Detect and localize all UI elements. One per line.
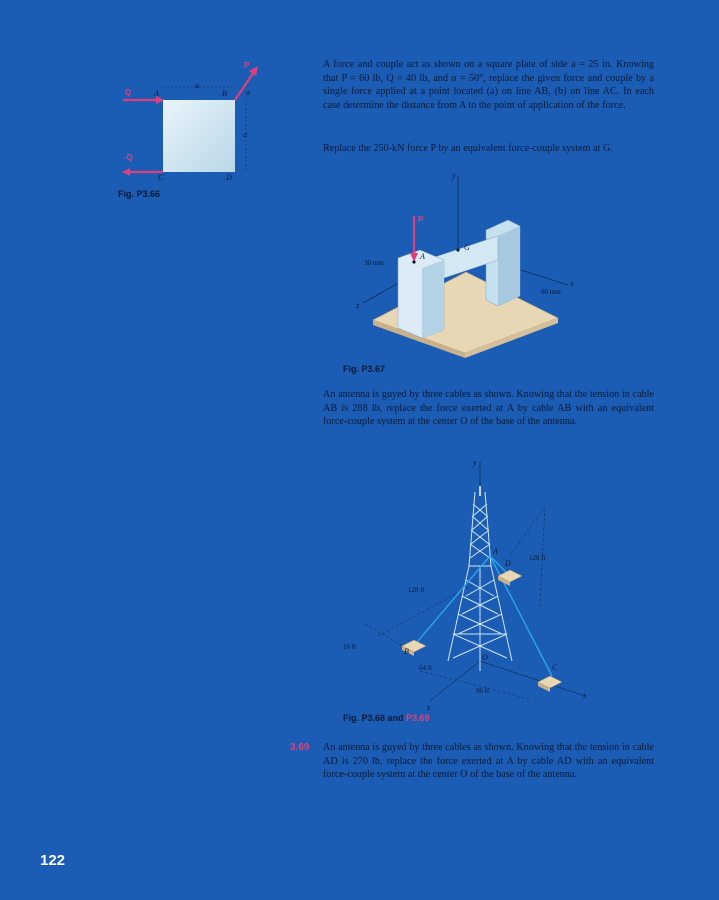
caption-fig-p3-66: Fig. P3.66 <box>118 189 161 199</box>
label-negq: -Q <box>124 153 133 162</box>
label-x-axis-68: x <box>583 691 587 700</box>
problem-text-3-68: An antenna is guyed by three cables as shown. Knowing that the tension in cable AB is 288 lb, replace the force exerted at A by cable AB with an equivalent force-couple system at the center O of the base of the antenna. <box>323 389 654 428</box>
label-q: Q <box>125 88 132 97</box>
label-p: P <box>244 61 250 70</box>
label-side-right: a <box>243 130 247 139</box>
problem-number-3-69: 3.69 <box>290 742 310 753</box>
label-d-point: D <box>226 173 232 182</box>
label-alpha: α <box>246 88 251 97</box>
label-128ft-horizontal: 128 ft <box>408 586 425 594</box>
label-b-point: B <box>222 89 227 98</box>
label-z-axis-68: z <box>427 703 431 712</box>
label-60mm: 60 mm <box>541 288 561 296</box>
problem-text-3-66: A force and couple act as shown on a square plate of side a = 25 in. Knowing that P = 60 lb, Q = 40 lb, and α = 50°, replace the given force and couple by a single force applied at a point located (a) on line AB, (b) on line AC. In each case determine the distance from A to the point of application of the force. <box>323 59 654 111</box>
label-p-67: P <box>418 215 424 224</box>
label-64ft: 64 ft <box>419 664 433 672</box>
caption-fig-p3-67: Fig. P3.67 <box>343 364 386 374</box>
label-96ft: 96 ft <box>476 687 490 695</box>
caption-main: Fig. P3.68 and <box>343 713 407 723</box>
label-c-point: C <box>158 173 164 182</box>
page-number: 122 <box>40 852 66 869</box>
label-z-axis: z <box>356 301 360 310</box>
label-o: O <box>482 653 488 662</box>
caption-highlight-link[interactable]: P3.69 <box>406 713 430 723</box>
force-negq-arrow <box>122 168 130 176</box>
label-side-top: a <box>195 81 199 90</box>
label-16ft: 16 ft <box>343 643 357 651</box>
figure-p3-68 <box>330 456 600 714</box>
label-g: G <box>464 243 470 252</box>
label-d-68: D <box>505 559 511 568</box>
cable-ac <box>490 556 552 676</box>
label-a-67: A <box>420 252 425 261</box>
figure-p3-67 <box>348 168 598 358</box>
label-30mm: 30 mm <box>364 259 384 267</box>
figure-p3-66 <box>118 55 288 185</box>
label-y-axis: y <box>452 171 456 180</box>
label-128ft-vertical: 128 ft <box>529 554 546 562</box>
label-b-68: B <box>404 647 409 656</box>
label-c-68: C <box>552 663 558 672</box>
label-a-68: A <box>493 547 498 556</box>
square-plate <box>163 100 235 172</box>
label-a-point: A <box>154 89 159 98</box>
caption-fig-p3-68 <box>343 713 430 723</box>
problem-text-3-67: Replace the 250-kN force P by an equivalent force-couple system at G. <box>323 143 613 154</box>
problem-text-3-69: An antenna is guyed by three cables as shown. Knowing that the tension in cable AD is 270 lb, replace the force exerted at A by cable AD with an equivalent force-couple system at the center O of the base of the antenna. <box>323 742 654 781</box>
label-x-axis: x <box>570 279 574 288</box>
label-y-axis-68: y <box>473 458 477 467</box>
